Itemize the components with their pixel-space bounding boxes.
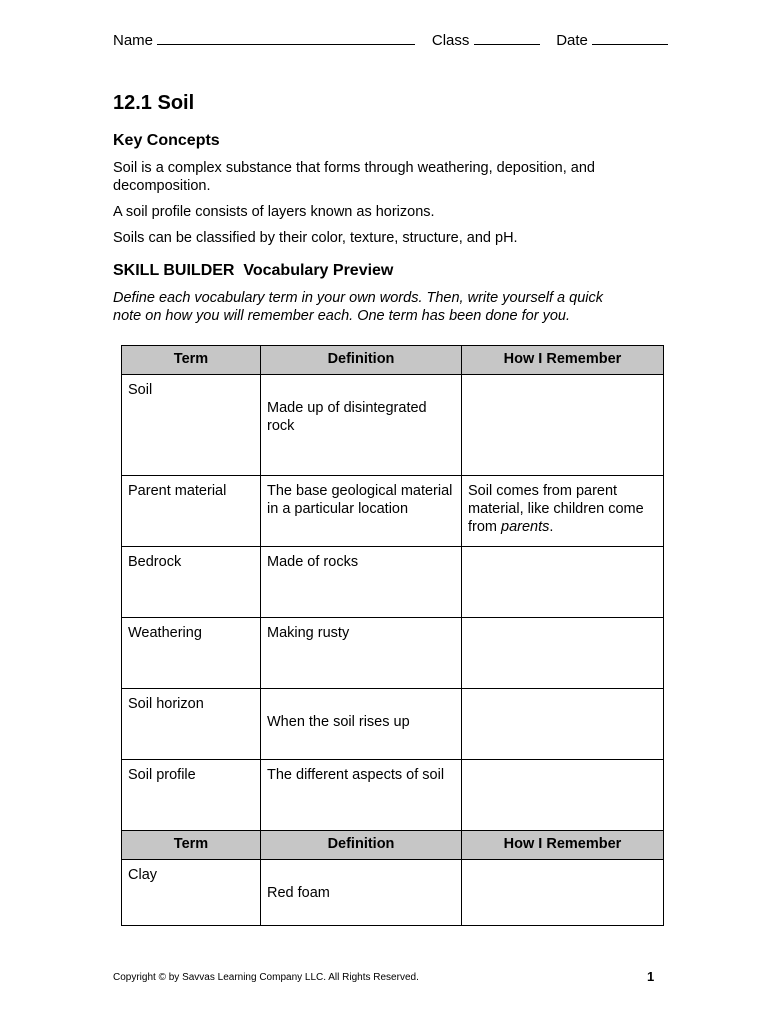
name-label: Name	[113, 32, 154, 49]
table-header-row	[122, 831, 664, 860]
table-row	[122, 760, 664, 831]
term-cell: Weathering	[122, 618, 261, 689]
term-cell: Parent material	[122, 476, 261, 547]
remember-cell[interactable]	[462, 860, 664, 926]
remember-suffix: .	[549, 519, 554, 535]
column-header-definition: Definition	[261, 831, 462, 860]
key-concept-3: Soils can be classified by their color, texture, structure, and pH.	[113, 230, 518, 246]
name-field[interactable]	[157, 31, 415, 45]
remember-text: Soil comes from parent material, like children come from	[468, 483, 644, 535]
definition-cell[interactable]: The different aspects of soil	[261, 760, 462, 831]
key-concepts-heading: Key Concepts	[113, 132, 220, 149]
column-header-remember: How I Remember	[462, 831, 664, 860]
remember-cell[interactable]	[462, 689, 664, 760]
table-row	[122, 547, 664, 618]
definition-cell[interactable]: Red foam	[261, 860, 462, 926]
copyright-notice: Copyright © by Savvas Learning Company LLC. All Rights Reserved.	[113, 972, 419, 983]
remember-cell[interactable]	[462, 547, 664, 618]
remember-cell[interactable]	[462, 760, 664, 831]
vocabulary-table	[121, 345, 664, 926]
skill-builder-heading: SKILL BUILDER Vocabulary Preview	[113, 262, 394, 279]
remember-cell[interactable]	[462, 375, 664, 476]
definition-cell[interactable]: Made up of disintegrated rock	[261, 375, 462, 476]
header-fields	[113, 31, 673, 49]
definition-cell[interactable]: Making rusty	[261, 618, 462, 689]
column-header-definition: Definition	[261, 346, 462, 375]
term-cell: Soil profile	[122, 760, 261, 831]
page-title: 12.1 Soil	[113, 92, 195, 114]
class-label: Class	[431, 32, 470, 49]
table-row	[122, 375, 664, 476]
date-label: Date	[556, 32, 588, 49]
term-cell: Clay	[122, 860, 261, 926]
definition-cell[interactable]: When the soil rises up	[261, 689, 462, 760]
table-row	[122, 618, 664, 689]
key-concept-1: Soil is a complex substance that forms through weathering, deposition, and decomposition.	[113, 160, 595, 194]
class-field[interactable]	[474, 31, 540, 45]
definition-cell[interactable]: Made of rocks	[261, 547, 462, 618]
date-field[interactable]	[592, 31, 668, 45]
column-header-remember: How I Remember	[462, 346, 664, 375]
term-cell: Soil	[122, 375, 261, 476]
column-header-term: Term	[122, 346, 261, 375]
term-cell: Soil horizon	[122, 689, 261, 760]
page-number: 1	[647, 969, 655, 984]
column-header-term: Term	[122, 831, 261, 860]
table-row	[122, 860, 664, 926]
table-row	[122, 476, 664, 547]
key-concept-2: A soil profile consists of layers known as horizons.	[113, 204, 435, 220]
table-header-row	[122, 346, 664, 375]
table-row	[122, 689, 664, 760]
remember-cell[interactable]	[462, 476, 664, 547]
definition-cell[interactable]: The base geological material in a particular location	[261, 476, 462, 547]
term-cell: Bedrock	[122, 547, 261, 618]
remember-cell[interactable]	[462, 618, 664, 689]
skill-builder-instructions: Define each vocabulary term in your own words. Then, write yourself a quick note on how you will remember each. One term has been done for you.	[113, 290, 603, 324]
remember-emphasis: parents	[501, 519, 550, 535]
